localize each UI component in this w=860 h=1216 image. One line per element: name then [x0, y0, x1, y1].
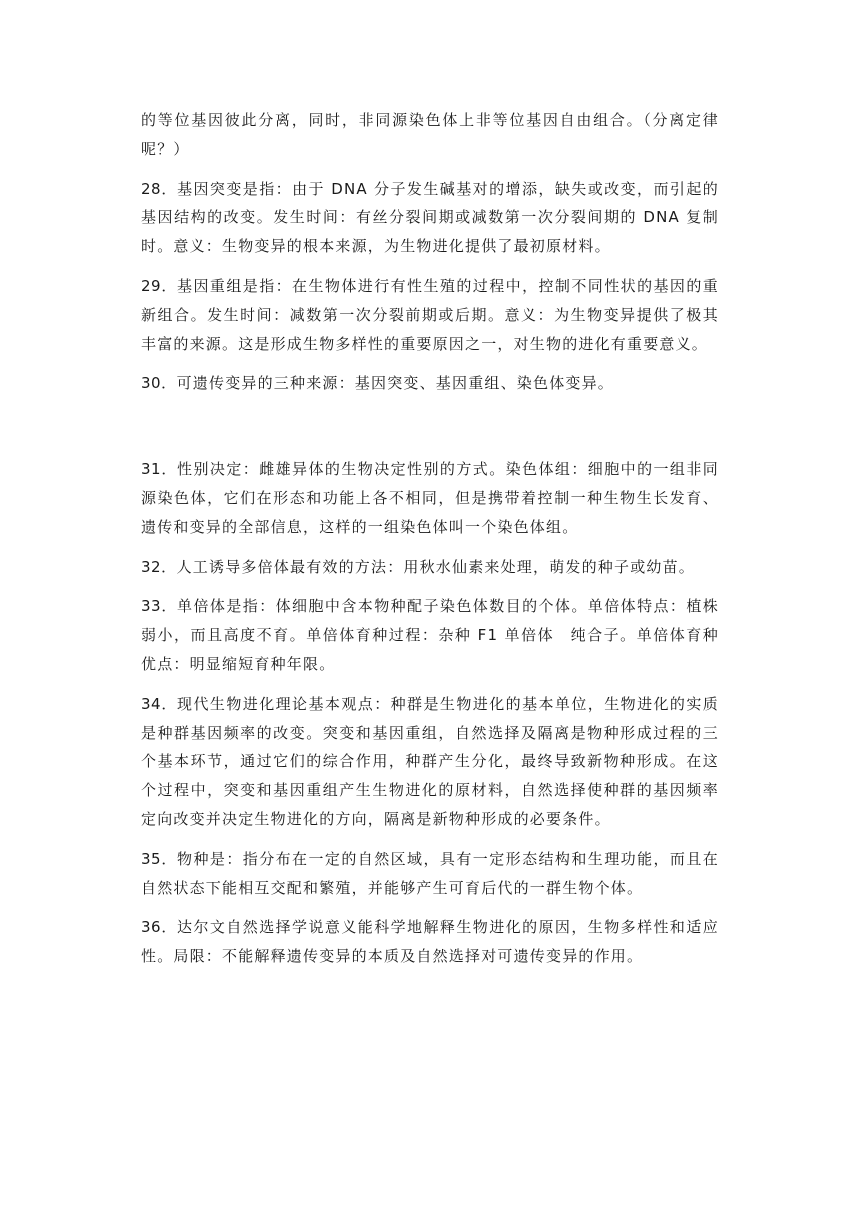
- paragraph-text: 可遗传变异的三种来源：基因突变、基因重组、染色体变异。: [176, 374, 614, 393]
- paragraph-continued: [141, 106, 719, 164]
- document-body: [141, 106, 719, 982]
- paragraph-number: 35．: [141, 849, 178, 868]
- paragraph-35: [141, 845, 719, 903]
- paragraph-text: 基因突变是指：由于 DNA 分子发生碱基对的增添，缺失或改变，而引起的基因结构的改变。发生时间：有丝分裂间期或减数第一次分裂间期的 DNA 复制时。意义：生物变异的根本来源，为生物进化提供了最初原材料。: [141, 179, 719, 256]
- paragraph-number: 28．: [141, 179, 178, 198]
- paragraph-number: 31．: [141, 460, 178, 479]
- paragraph-text: 单倍体是指：体细胞中含本物种配子染色体数目的个体。单倍体特点：植株弱小，而且高度不育。单倍体育种过程：杂种 F1 单倍体 纯合子。单倍体育种优点：明显缩短育种年限。: [141, 597, 719, 673]
- paragraph-number: 36．: [141, 918, 178, 937]
- paragraph-36: [141, 913, 719, 971]
- paragraph-32: [141, 553, 719, 582]
- paragraph-number: 29．: [141, 276, 178, 295]
- paragraph-text: 物种是：指分布在一定的自然区域，具有一定形态结构和生理功能，而且在自然状态下能相互交配和繁殖，并能够产生可育后代的一群生物个体。: [141, 849, 719, 897]
- paragraph-number: 32．: [141, 557, 177, 576]
- paragraph-text: 达尔文自然选择学说意义能科学地解释生物进化的原因，生物多样性和适应性。局限：不能解释遗传变异的本质及自然选择对可遗传变异的作用。: [141, 918, 719, 966]
- paragraph-text: 的等位基因彼此分离，同时，非同源染色体上非等位基因自由组合。（分离定律呢？）: [141, 111, 719, 158]
- paragraph-number: 30．: [141, 374, 177, 393]
- paragraph-text: 现代生物进化理论基本观点：种群是生物进化的基本单位，生物进化的实质是种群基因频率的改变。突变和基因重组，自然选择及隔离是物种形成过程的三个基本环节，通过它们的综合作用，种群产生分化，最终导致新物种形成。在这个过程中，突变和基因重组产生生物进化的原材料，自然选择使种群的基因频率定向改变并决定生物进化的方向，隔离是新物种形成的必要条件。: [141, 694, 719, 828]
- paragraph-text: 基因重组是指：在生物体进行有性生殖的过程中，控制不同性状的基因的重新组合。发生时间：减数第一次分裂前期或后期。意义：为生物变异提供了极其丰富的来源。这是形成生物多样性的重要原因之一，对生物的进化有重要意义。: [141, 276, 719, 353]
- paragraph-30: [141, 369, 719, 398]
- paragraph-text: 人工诱导多倍体最有效的方法：用秋水仙素来处理，萌发的种子或幼苗。: [176, 557, 695, 576]
- paragraph-31: [141, 455, 719, 541]
- blank-gap: [141, 409, 719, 455]
- paragraph-33: [141, 592, 719, 678]
- paragraph-number: 34．: [141, 694, 178, 713]
- paragraph-text: 性别决定：雌雄异体的生物决定性别的方式。染色体组：细胞中的一组非同源染色体，它们在形态和功能上各不相同，但是携带着控制一种生物生长发育、遗传和变异的全部信息，这样的一组染色体叫一个染色体组。: [141, 460, 719, 536]
- paragraph-number: 33．: [141, 597, 178, 616]
- paragraph-29: [141, 272, 719, 358]
- paragraph-34: [141, 690, 719, 834]
- paragraph-28: [141, 175, 719, 261]
